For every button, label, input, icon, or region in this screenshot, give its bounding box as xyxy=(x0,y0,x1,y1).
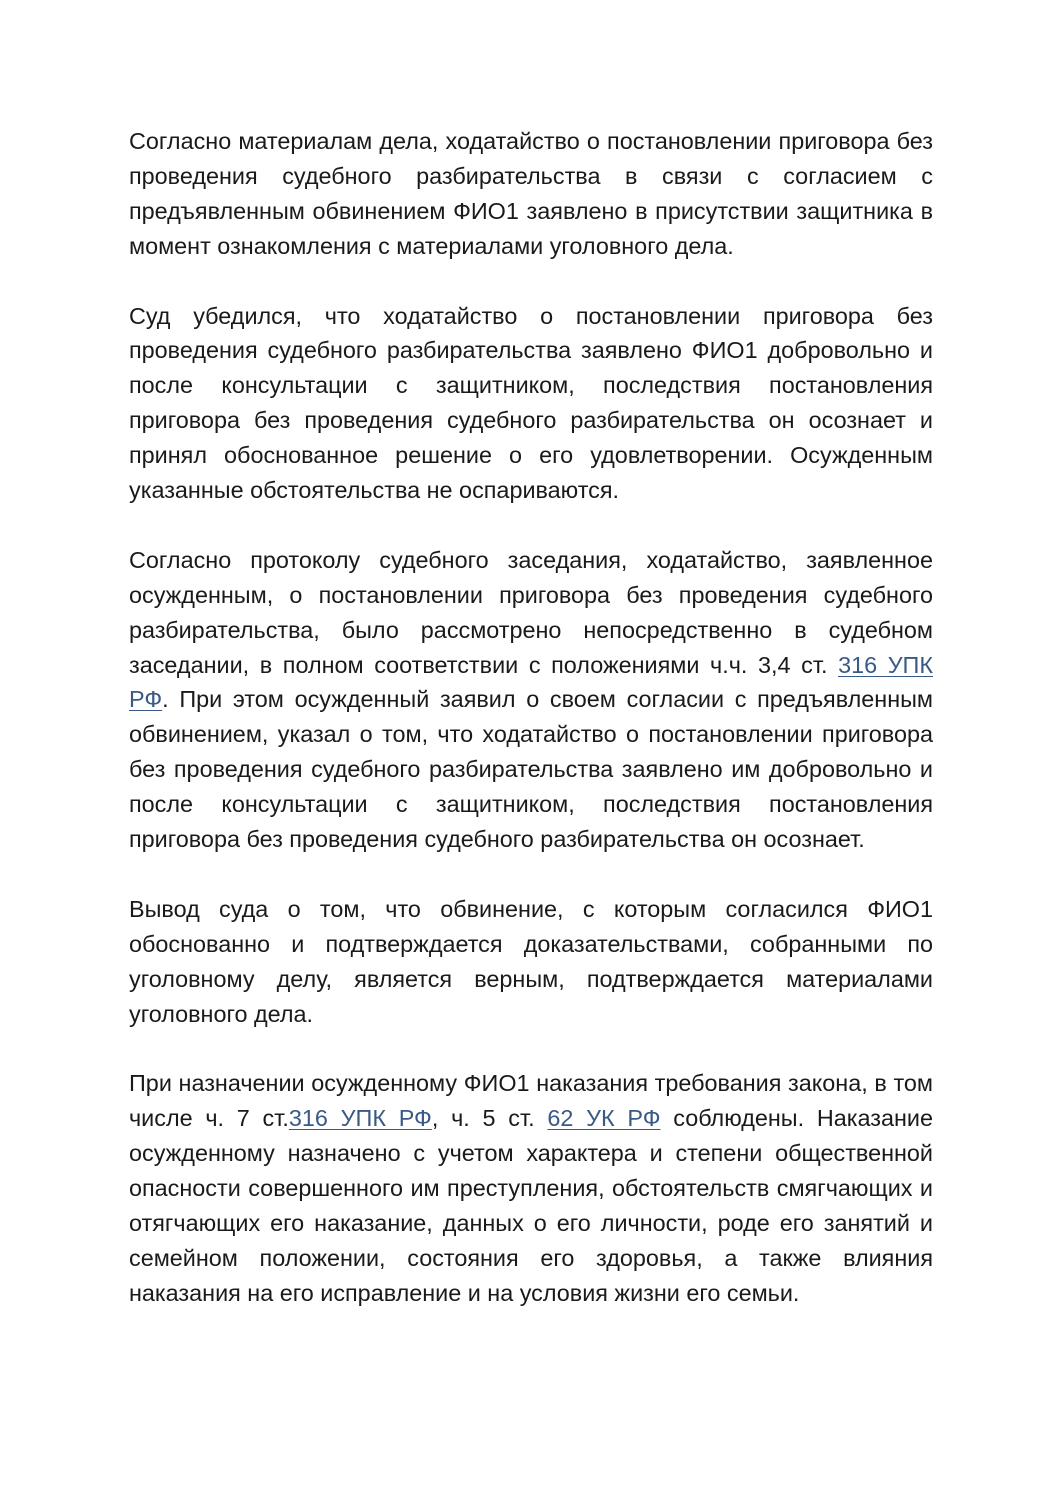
paragraph-2 xyxy=(129,299,933,508)
paragraph-5-text-after: соблюдены. Наказание осужденному назначено с учетом характера и степени общественной опасности совершенного им преступления, обстоятельств смягчающих и отягчающих его наказание, данных о его личности, роде его занятий и семейном положении, состояния его здоровья, а также влияния наказания на его исправление и на условия жизни его семьи. xyxy=(129,1105,933,1306)
paragraph-5 xyxy=(129,1066,933,1310)
paragraph-3-text-after: . При этом осужденный заявил о своем согласии с предъявленным обвинением, указал о том, что ходатайство о постановлении приговора без проведения судебного разбирательства заявлено им добровольно и после консультации с защитником, последствия постановления приговора без проведения судебного разбирательства он осознает. xyxy=(129,686,933,853)
paragraph-4 xyxy=(129,892,933,1032)
paragraph-3-text-before: Согласно протоколу судебного заседания, ходатайство, заявленное осужденным, о постановлении приговора без проведения судебного разбирательства, было рассмотрено непосредственно в судебном заседании, в полном соответствии с положениями ч.ч. 3,4 ст. xyxy=(129,546,933,678)
paragraph-3 xyxy=(129,543,933,857)
link-316-upk-rf-2[interactable]: 316 УПК РФ xyxy=(288,1105,432,1132)
paragraph-1-text: Согласно материалам дела, ходатайство о постановлении приговора без проведения судебного разбирательства в связи с согласием с предъявленным обвинением ФИО1 заявлено в присутствии защитника в момент ознакомления с материалами уголовного дела. xyxy=(129,128,933,259)
paragraph-4-text: Вывод суда о том, что обвинение, с которым согласился ФИО1 обоснованно и подтверждается доказательствами, собранными по уголовному делу, является верным, подтверждается материалами уголовного дела. xyxy=(129,895,933,1027)
document-body xyxy=(129,124,933,1346)
link-62-uk-rf[interactable]: 62 УК РФ xyxy=(547,1105,661,1132)
paragraph-5-text-before: При назначении осужденному ФИО1 наказания требования закона, в том числе ч. 7 ст. xyxy=(129,1070,933,1132)
link-316-upk-rf[interactable]: 316 УПК РФ xyxy=(129,651,933,713)
paragraph-1 xyxy=(129,124,933,264)
paragraph-2-text: Суд убедился, что ходатайство о постановлении приговора без проведения судебного разбирательства заявлено ФИО1 добровольно и после консультации с защитником, последствия постановления приговора без проведения судебного разбирательства он осознает и принял обоснованное решение о его удовлетворении. Осужденным указанные обстоятельства не оспариваются. xyxy=(129,302,933,504)
paragraph-5-text-middle: , ч. 5 ст. xyxy=(431,1105,548,1132)
